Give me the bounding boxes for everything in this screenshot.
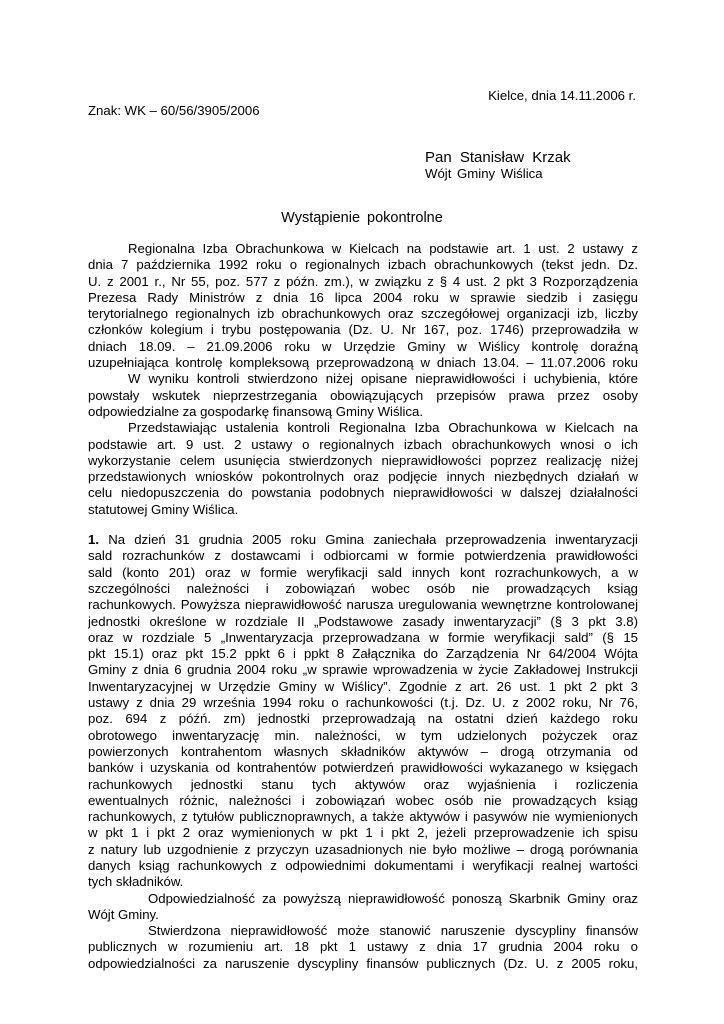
text-line: powierzonych kontrahentom własnych składników aktywów – drogą otrzymania od	[88, 743, 638, 759]
text-line: szczególności należności i zobowiązań wobec osób nie prowadzących ksiąg	[88, 580, 638, 596]
paragraph-findings	[88, 371, 638, 420]
text-line: uzupełniająca kontrolę kompleksową przeprowadzoną w dniach 13.04. – 11.07.2006 roku	[88, 355, 638, 371]
text-line: Przedstawiając ustalenia kontroli Regionalna Izba Obrachunkowa w Kielcach na	[128, 420, 638, 436]
text-line: Odpowiedzialność za powyższą nieprawidłowość ponoszą Skarbnik Gminy oraz	[148, 890, 638, 906]
text-line: ustawy z dnia 29 września 1994 roku o rachunkowości (t.j. Dz. U. z 2002 roku, Nr 76,	[88, 695, 638, 711]
text-line: w pkt 1 i pkt 2 oraz wymienionych w pkt 1 i pkt 2, jeżeli przeprowadzenie ich spisu	[88, 825, 638, 841]
paragraph-request	[88, 420, 638, 518]
text-line: banków i uzyskania od kontrahentów potwierdzeń prawidłowości wykazanego w księgach	[88, 760, 638, 776]
text-line: obrotowego inwentaryzację min. należności, w tym udzielonych pożyczek oraz	[88, 727, 638, 743]
paragraph-responsibility	[88, 891, 638, 924]
text-line: członków kolegium i trybu postępowania (Dz. U. Nr 167, poz. 1746) przeprowadziła w	[88, 322, 638, 338]
text-line: dnia 7 października 1992 roku o regionalnych izbach obrachunkowych (tekst jedn. Dz.	[88, 257, 638, 273]
text-line: odpowiedzialne za gospodarkę finansową Gminy Wiślica.	[88, 403, 423, 419]
paragraph-breach	[88, 923, 638, 972]
text-line: celu niedopuszczenia do powstania podobnych nieprawidłowości w dalszej działalności	[88, 485, 638, 501]
text-line: przedstawionych wniosków pokontrolnych oraz podjęcie innych niezbędnych działań w	[88, 469, 638, 485]
paragraph-gap	[88, 518, 638, 532]
text-line: sald (konto 201) oraz w formie weryfikacji sald innych kont rozrachunkowych, a w	[88, 564, 638, 580]
text-line: podstawie art. 9 ust. 2 ustawy o regionalnych izbach obrachunkowych wnosi o ich	[88, 436, 638, 452]
text-line: Gminy z dnia 6 grudnia 2004 roku „w sprawie wprowadzenia w życie Zakładowej Instrukcji	[88, 662, 638, 678]
text-line: statutowej Gminy Wiślica.	[88, 501, 239, 517]
text-line: wykorzystanie celem usunięcia stwierdzonych nieprawidłowości poprzez realizację niżej	[88, 452, 638, 468]
paragraph-intro	[88, 241, 638, 371]
text-line: danych ksiąg rachunkowych z odpowiednimi dokumentami i weryfikacji realnej wartości	[88, 857, 638, 873]
text-line: z natury lub uzgodnienie z przyczyn uzasadnionych nie było możliwe – drogą porównania	[88, 841, 638, 857]
text-line: Stwierdzona nieprawidłowość może stanowić naruszenie dyscypliny finansów	[148, 923, 638, 939]
text-line: Inwentaryzacyjnej w Urzędzie Gminy w Wiślicy”. Zgodnie z art. 26 ust. 1 pkt 2 pkt 3	[88, 678, 638, 694]
document-title: Wystąpienie pokontrolne	[281, 210, 443, 226]
document-body	[88, 241, 638, 972]
text-line: odpowiedzialności za naruszenie dyscypliny finansów publicznych (Dz. U. z 2005 roku,	[88, 955, 638, 971]
text-line: oraz w rozdziale 5 „Inwentaryzacja przeprowadzana w formie weryfikacji sald” (§ 15	[88, 629, 638, 645]
text-line: poz. 694 z późń. zm) jednostki przeprowadzają na ostatni dzień każdego roku	[88, 711, 638, 727]
text-line: Wójt Gminy.	[88, 906, 159, 922]
text-line: rachunkowych. Powyższa nieprawidłowość narusza uregulowania wewnętrzne kontrolowanej	[88, 597, 638, 613]
text-line: W wyniku kontroli stwierdzono niżej opisane nieprawidłowości i uchybienia, które	[128, 371, 638, 387]
text-line	[88, 532, 638, 548]
text-line: rachunkowych, z tytułów publicznoprawnych, a także aktywów i pasywów nie wymienionych	[88, 809, 638, 825]
recipient-name: Pan Stanisław Krzak	[425, 149, 571, 166]
recipient-title: Wójt Gminy Wiślica	[425, 166, 543, 181]
document-date: Kielce, dnia 14.11.2006 r.	[488, 88, 636, 103]
text-line: dniach 18.09. – 21.09.2006 roku w Urzędzie Gminy w Wiślicy kontrolę doraźną	[88, 338, 638, 354]
point-1	[88, 532, 638, 891]
text-line: tych składników.	[88, 874, 184, 890]
document-reference-number: Znak: WK – 60/56/3905/2006	[88, 103, 260, 118]
text-line: terytorialnego regionalnych izb obrachunkowych oraz szczegółowej organizacji izb, liczby	[88, 306, 638, 322]
text-line: pkt 15.1) oraz pkt 15.2 ppkt 6 i ppkt 8 Załącznika do Zarządzenia Nr 64/2004 Wójta	[88, 646, 638, 662]
text-line: publicznych w rozumieniu art. 18 pkt 1 ustawy z dnia 17 grudnia 2004 roku o	[88, 939, 638, 955]
point-text: Na dzień 31 grudnia 2005 roku Gmina zaniechała przeprowadzenia inwentaryzacji	[108, 532, 638, 548]
point-number: 1.	[88, 532, 99, 548]
text-line: jednostki określone w rozdziale II „Podstawowe zasady inwentaryzacji” (§ 3 pkt 3.8)	[88, 613, 638, 629]
text-line: rachunkowych jednostki stanu tych aktywów oraz wyjaśnienia i rozliczenia	[88, 776, 638, 792]
text-line: Prezesa Rady Ministrów z dnia 16 lipca 2004 roku w sprawie siedzib i zasięgu	[88, 289, 638, 305]
text-line: Regionalna Izba Obrachunkowa w Kielcach na podstawie art. 1 ust. 2 ustawy z	[128, 241, 638, 256]
text-line: U. z 2001 r., Nr 55, poz. 577 z późn. zm.), w związku z § 4 ust. 2 pkt 3 Rozporządzenia	[88, 273, 638, 289]
text-line: sald rozrachunków z dostawcami i odbiorcami w formie potwierdzenia prawidłowości	[88, 548, 638, 564]
text-line: ewentualnych różnic, należności i zobowiązań wobec osób nie prowadzących ksiąg	[88, 792, 638, 808]
text-line: powstały wskutek nieprzestrzegania obowiązujących przepisów prawa przez osoby	[88, 387, 638, 403]
